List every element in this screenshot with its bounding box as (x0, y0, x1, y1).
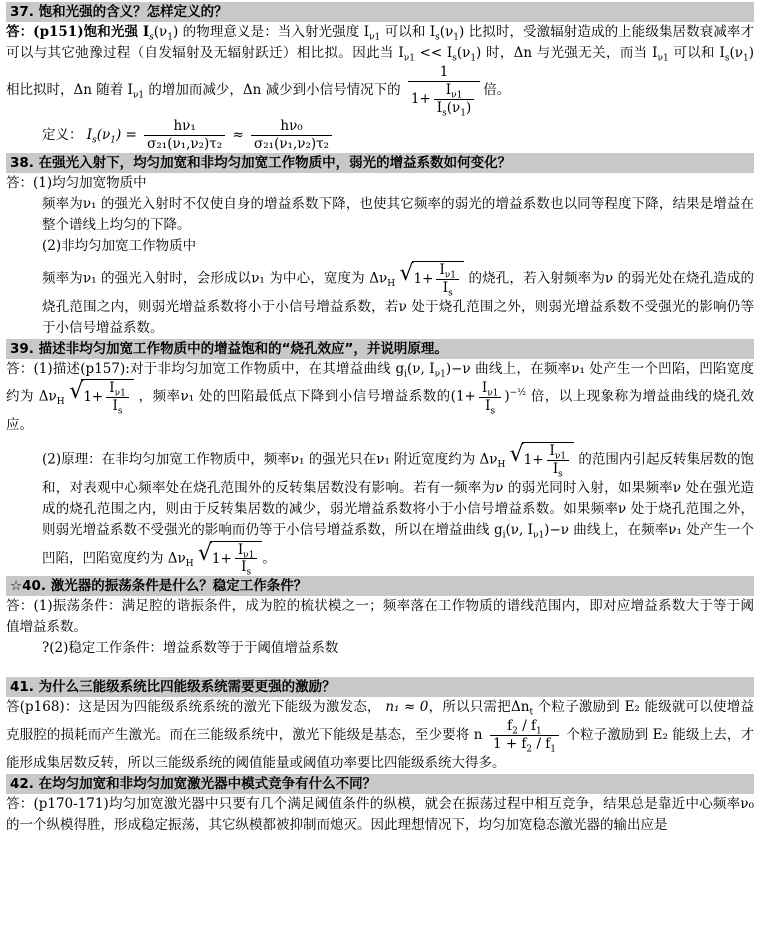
question-38-paragraph-1: 频率为ν₁ 的强光入射时不仅使自身的增益系数下降，也使其它频率的弱光的增益系数也以同等程度下降，结果是增益在整个谱线上均匀的下降。 (42, 196, 754, 234)
question-39-paragraph-1: 答：(1)描述(p157):对于非均匀加宽工作物质中，在其增益曲线 $g_i(\nu$, $I_{\nu 1})-\nu$ 曲线上，在频率ν₁ 处产生一个凹陷，凹陷宽度约为 $\Delta\nu_H$ √ 1+ $\frac{I_{\nu 1}}{I_s}$ ，频率ν₁ 处的凹陷最低点下降到小信号增益系数的(1+ $\frac{I_{\nu 1}}{I_s}$ )$^{-\frac{1}{2}}$ 倍，以上现象称为增益曲线的烧孔效应。 (6, 359, 754, 437)
question-38-heading-2: (2)非均匀加宽工作物质中 (42, 237, 197, 254)
question-39-paragraph-2: (2)原理：在非均匀加宽工作物质中，频率ν₁ 的强光只在ν₁ 附近宽度约为 $\Delta\nu_H$ √ 1+ $\frac{I_{\nu 1}}{I_s}$ 的范围内引起反转集居数的饱和，对表观中心频率处在烧孔范围外的反转集居数没有影响。若有一频率为ν 的弱光同时入射，如果频率ν 处在强光造成的烧孔范围之内，则由于反转集居数的减少，弱光增益系数将小于小信号增益系数。如果频率ν 处于烧孔范围之外，则弱光增益系数不受强光的影响而仍等于小信号增益系数，所以在增益曲线 $g_i(\nu$, $I_{\nu 1})-\nu$ 曲线上，在频率ν₁ 处产生一个凹陷，凹陷宽度约为 $\Delta\nu_H$ √ 1+ $\frac{I_{\nu 1}}{I_s}$ 。 (6, 442, 754, 576)
question-41-paragraph-1: 答(p168)：这是因为四能级系统系统的激光下能级为激发态， n₁ ≈ 0，所以只需把$\Delta n_t$ 个粒子激励到 E₂ 能级就可以使增益克服腔的损耗而产生激光。而在三能级系统中，激光下能级是基态，至少要将 n $\frac{f_2 / f_1}{1 + f_2 / f_1}$ 个粒子激励到 E₂ 能级上去，才能形成集居数反转，所以三能级系统的阈值能量或阈值功率要比四能级系统大得多。 (6, 699, 754, 771)
question-37-answer: 答：(p151)饱和光强 $I_s(\nu_1)$ 的物理意义是：当入射光强度 $I_{\nu 1}$ 可以和 $I_s(\nu_1)$ 比拟时，受激辐射造成的上能级集居数衰减率才可以与其它弛豫过程（自发辐射及无辐射跃迁）相比拟。因此当 $I_{\nu 1} << I_s(\nu_1)$ 时，Δn 与光强无关，而当 $I_{\nu 1}$ 可以和 $I_s(\nu_1)$ 相比拟时，Δn 随着 $I_{\nu 1}$ 的增加而减少，Δn 减少到小信号情况下的 1 1+ $\frac{I_{\nu 1}}{I_s(\nu_1)}$ 倍。 (6, 24, 755, 119)
saturation-fraction: 1 1+ $\frac{I_{\nu 1}}{I_s(\nu_1)}$ (408, 64, 480, 117)
question-40-paragraph-2: ?(2)稳定工作条件：增益系数等于于阈值增益系数 (42, 640, 339, 657)
question-40-paragraph-1: 答：(1)振荡条件：满足腔的谐振条件，成为腔的梳状模之一；频率落在工作物质的谱线范围内，即对应增益系数大于等于阈值增益系数。 (6, 598, 754, 636)
question-41-title: 41. 为什么三能级系统比四能级系统需要更强的激励？ (6, 677, 754, 697)
question-37-definition: 定义： $I_s(\nu_1)$ = $\frac{\text{hν₁}}{\text{σ₂₁(ν₁,ν₂)τ₂}}$ ≈ $\frac{\text{hν₀}}{\text{σ₂₁(ν₁,ν₂)τ₂}}$ (6, 118, 754, 153)
question-40-title: ☆40. 激光器的振荡条件是什么？稳定工作条件？ (6, 576, 754, 596)
question-39-title: 39. 描述非均匀加宽工作物质中的增益饱和的“烧孔效应”，并说明原理。 (6, 339, 754, 359)
question-42-title: 42. 在均匀加宽和非均匀加宽激光器中模式竞争有什么不同？ (6, 774, 754, 794)
question-38-paragraph-2: 频率为ν₁ 的强光入射时，会形成以ν₁ 为中心，宽度为 $\Delta\nu_H$ √ 1+ $\frac{I_{\nu 1}}{I_s}$ 的烧孔，若入射频率为ν 的弱光处在烧孔造成的烧孔范围之内，则弱光增益系数将小于小信号增益系数，若ν 处于烧孔范围之外，则弱光增益系数不受强光的影响仍等于小信号增益系数。 (6, 261, 754, 339)
question-42-paragraph-1: 答：(p170-171)均匀加宽激光器中只要有几个满足阈值条件的纵模，就会在振荡过程中相互竞争，结果总是靠近中心频率ν₀ 的一个纵模得胜，形成稳定振荡，其它纵模都被抑制而熄灭。因此理想情况下，均匀加宽稳态激光器的输出应是 (6, 795, 754, 833)
question-38-heading-1: 答：(1)均匀加宽物质中 (6, 175, 147, 192)
question-37-title: 37. 饱和光强的含义？怎样定义的？ (6, 2, 754, 22)
question-38-title: 38. 在强光入射下，均匀加宽和非均匀加宽工作物质中，弱光的增益系数如何变化？ (6, 153, 754, 173)
